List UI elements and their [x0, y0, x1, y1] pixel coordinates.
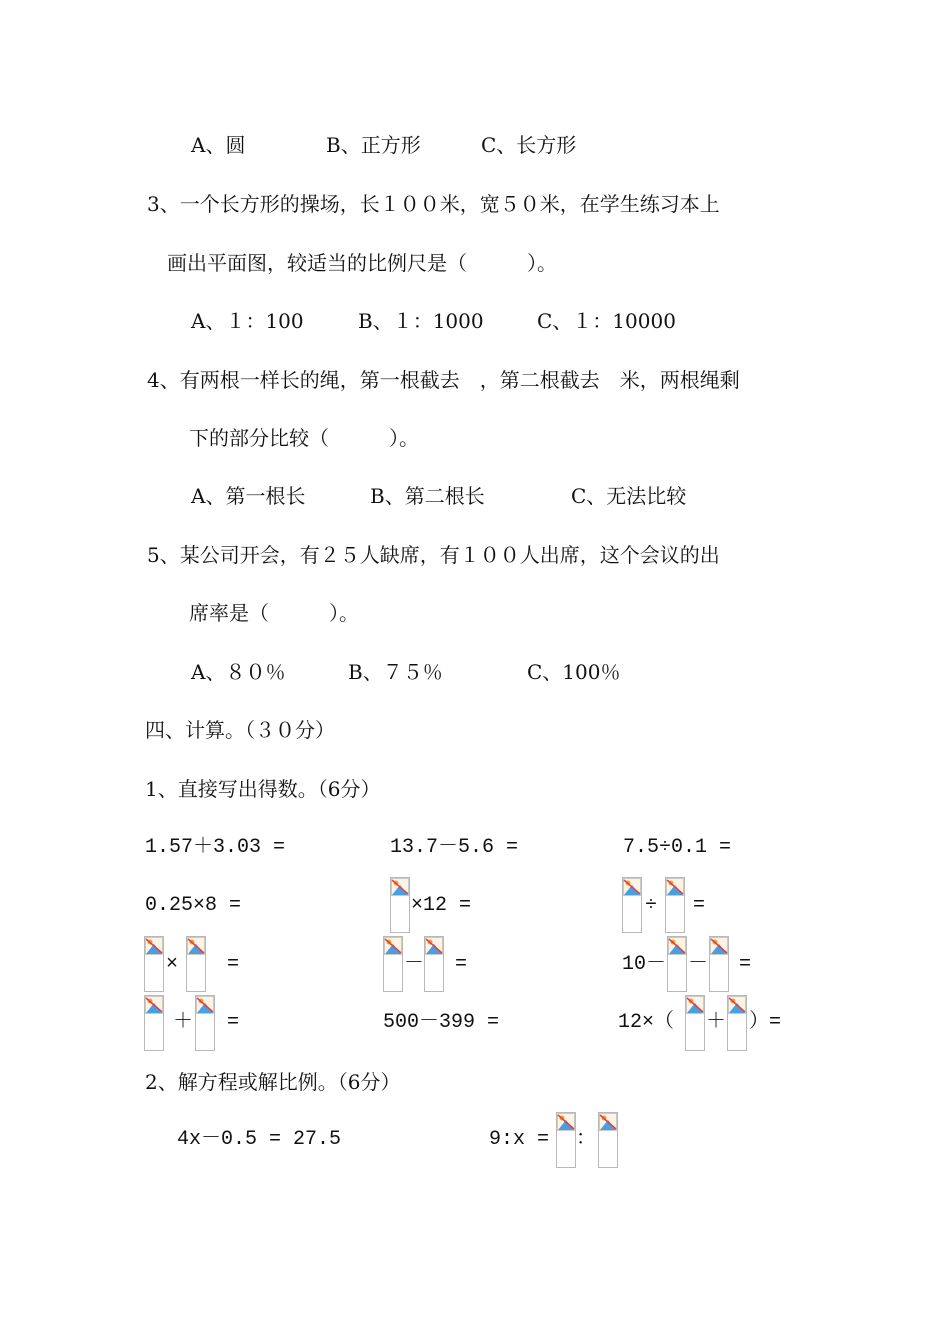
fraction-image	[195, 995, 215, 1051]
broken-image-icon	[599, 1113, 617, 1131]
calc-2-2: ×12 =	[411, 894, 472, 917]
q5-option-c: C、100％	[527, 660, 621, 684]
broken-image-icon	[196, 996, 214, 1014]
calc-3-2-equals: =	[455, 953, 468, 976]
part1-title: 1、直接写出得数。（6分）	[145, 777, 381, 801]
calc-4-1-operator: ＋	[173, 1011, 193, 1034]
q3-option-a: A、１：100	[191, 309, 304, 333]
fraction-image	[424, 936, 444, 992]
calc-3-2-operator: －	[404, 953, 424, 976]
q4-option-c: C、无法比较	[571, 484, 687, 508]
fraction-image	[390, 877, 410, 933]
fraction-image	[685, 995, 705, 1051]
calc-1-2: 13.7－5.6 =	[390, 836, 519, 859]
q4-text-line2: 下的部分比较（ ）。	[189, 426, 419, 450]
broken-image-icon	[728, 996, 746, 1014]
broken-image-icon	[710, 937, 728, 955]
broken-image-icon	[384, 937, 402, 955]
calc-1-3: 7.5÷0.1 =	[623, 836, 732, 859]
calc-3-3-equals: =	[739, 953, 752, 976]
fraction-image	[727, 995, 747, 1051]
q2-option-a: A、圆	[191, 133, 246, 157]
q2-option-c: C、长方形	[481, 133, 577, 157]
broken-image-icon	[668, 937, 686, 955]
q3-option-b: B、１：1000	[358, 309, 484, 333]
calc-4-3-suffix: ）=	[749, 1011, 782, 1034]
broken-image-icon	[666, 878, 684, 896]
broken-image-icon	[187, 937, 205, 955]
calc-3-1-operator: ×	[166, 953, 179, 976]
calc-1-1: 1.57＋3.03 =	[145, 836, 286, 859]
broken-image-icon	[391, 878, 409, 896]
calc-3-3-prefix: 10－	[622, 953, 667, 976]
q4-option-b: B、第二根长	[370, 484, 485, 508]
fraction-image	[383, 936, 403, 992]
equation-2-separator: ：	[576, 1128, 596, 1151]
fraction-image	[144, 995, 164, 1051]
equation-1: 4x－0.5 = 27.5	[177, 1128, 342, 1151]
fraction-image	[665, 877, 685, 933]
q3-text-line1: 3、一个长方形的操场，长１００米，宽５０米，在学生练习本上	[147, 192, 720, 216]
section4-title: 四、计算。（３０分）	[145, 718, 335, 742]
broken-image-icon	[145, 937, 163, 955]
calc-2-1: 0.25×8 =	[145, 894, 242, 917]
calc-2-3-equals: =	[693, 894, 706, 917]
fraction-image	[556, 1112, 576, 1168]
fraction-image	[144, 936, 164, 992]
calc-4-3-operator: ＋	[706, 1011, 726, 1034]
q5-option-b: B、７５％	[348, 660, 443, 684]
fraction-image	[709, 936, 729, 992]
calc-4-3-prefix: 12×（	[618, 1011, 675, 1034]
broken-image-icon	[623, 878, 641, 896]
calc-3-1-equals: =	[227, 953, 240, 976]
equation-2-prefix: 9:x =	[489, 1128, 550, 1151]
q3-option-c: C、１：10000	[537, 309, 676, 333]
q5-option-a: A、８０％	[191, 660, 286, 684]
q5-text-line1: 5、某公司开会，有２５人缺席，有１００人出席，这个会议的出	[147, 543, 720, 567]
fraction-image	[622, 877, 642, 933]
broken-image-icon	[425, 937, 443, 955]
q4-option-a: A、第一根长	[191, 484, 306, 508]
q4-text-line1: 4、有两根一样长的绳，第一根截去 ，第二根截去 米，两根绳剩	[147, 368, 740, 392]
fraction-image	[186, 936, 206, 992]
q2-option-b: B、正方形	[326, 133, 421, 157]
calc-4-2: 500－399 =	[383, 1011, 500, 1034]
q5-text-line2: 席率是（ ）。	[189, 601, 359, 625]
broken-image-icon	[686, 996, 704, 1014]
calc-3-3-operator: －	[688, 953, 708, 976]
broken-image-icon	[145, 996, 163, 1014]
broken-image-icon	[557, 1113, 575, 1131]
calc-4-1-equals: =	[227, 1011, 240, 1034]
fraction-image	[598, 1112, 618, 1168]
calc-2-3-operator: ÷	[645, 894, 658, 917]
q3-text-line2: 画出平面图，较适当的比例尺是（ ）。	[167, 251, 557, 275]
part2-title: 2、解方程或解比例。（6分）	[145, 1070, 401, 1094]
fraction-image	[667, 936, 687, 992]
